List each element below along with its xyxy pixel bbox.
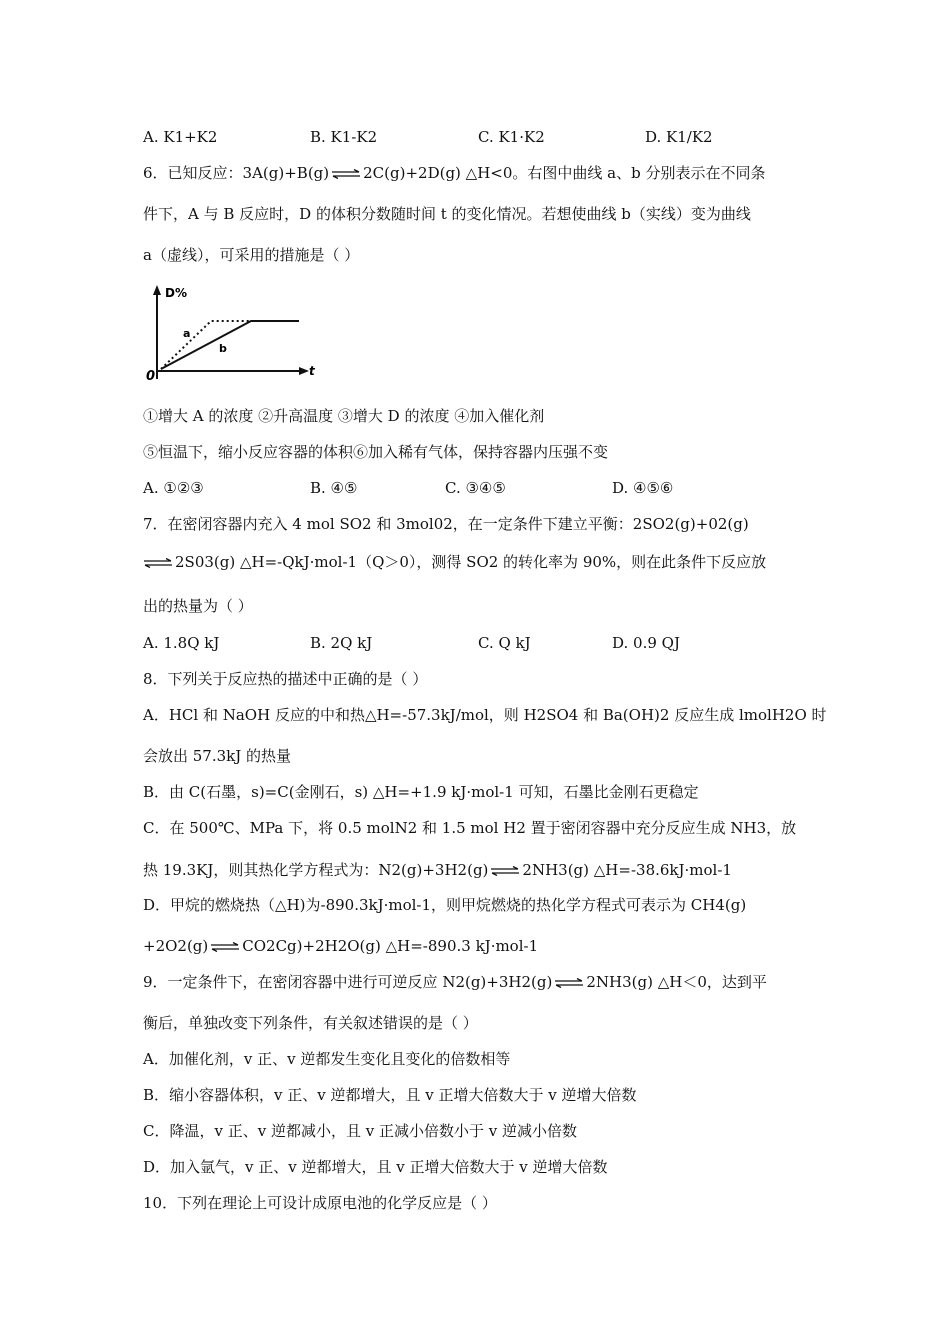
q8-option-a-line-1: A．HCl 和 NaOH 反应的中和热△H=-57.3kJ/mol，则 H2SO4 和 Ba(OH)2 反应生成 lmolH2O 时 xyxy=(143,706,827,724)
q5-option-a: A. K1+K2 xyxy=(143,128,218,146)
q6-option-b: B. ④⑤ xyxy=(310,479,358,497)
q7-stem-line-3: 出的热量为（ ） xyxy=(143,597,253,615)
q9-option-c: C．降温，v 正、v 逆都减小，且 v 正减小倍数小于 v 逆减小倍数 xyxy=(143,1122,577,1140)
q9-option-d: D．加入氩气，v 正、v 逆都增大，且 v 正增大倍数大于 v 逆增大倍数 xyxy=(143,1158,608,1176)
q9-stem-line-1 xyxy=(143,972,767,992)
equilibrium-arrow-icon xyxy=(210,942,240,952)
q8-option-d-line-2 xyxy=(143,936,538,956)
curve-b xyxy=(161,321,299,369)
equilibrium-arrow-icon xyxy=(331,169,361,179)
equilibrium-arrow-icon xyxy=(490,866,520,876)
q6-measures-line-1: ①增大 A 的浓度 ②升高温度 ③增大 D 的浓度 ④加入催化剂 xyxy=(143,407,545,425)
equilibrium-arrow-icon xyxy=(554,978,584,988)
x-axis-arrow-icon xyxy=(299,367,309,375)
q8-option-d-part-2: CO2Cg)+2H2O(g) △H=-890.3 kJ·mol-1 xyxy=(242,937,539,955)
q5-option-d: D. K1/K2 xyxy=(645,128,713,146)
q9-stem-part-2: 2NH3(g) △H＜0，达到平 xyxy=(586,973,767,991)
q7-option-d: D. 0.9 QJ xyxy=(612,634,680,652)
origin-label: 0 xyxy=(146,369,156,384)
equilibrium-arrow-icon xyxy=(143,558,173,568)
q6-stem-line-1 xyxy=(143,163,765,183)
y-axis-label: D% xyxy=(165,286,187,300)
q8-option-d-line-1: D．甲烷的燃烧热（△H)为-890.3kJ·mol-1，则甲烷燃烧的热化学方程式可表示为 CH4(g) xyxy=(143,896,747,914)
q9-stem-part-1: 9．一定条件下，在密闭容器中进行可逆反应 N2(g)+3H2(g) xyxy=(143,973,553,991)
q7-option-b: B. 2Q kJ xyxy=(310,634,373,652)
q8-option-c-part-1: 热 19.3KJ，则其热化学方程式为：N2(g)+3H2(g) xyxy=(143,861,489,879)
q10-stem: 10．下列在理论上可设计成原电池的化学反应是（ ） xyxy=(143,1194,497,1212)
q5-option-b: B. K1-K2 xyxy=(310,128,378,146)
q7-stem-line-2 xyxy=(143,552,766,572)
q8-option-a-line-2: 会放出 57.3kJ 的热量 xyxy=(143,747,292,765)
q6-stem-line-3: a（虚线），可采用的措施是（ ） xyxy=(143,246,360,264)
curve-b-label: b xyxy=(219,342,227,355)
q9-option-a: A．加催化剂，v 正、v 逆都发生变化且变化的倍数相等 xyxy=(143,1050,511,1068)
q6-option-d: D. ④⑤⑥ xyxy=(612,479,674,497)
y-axis-arrow-icon xyxy=(153,285,161,295)
q6-stem-part-2: 2C(g)+2D(g) △H<0。右图中曲线 a、b 分别表示在不同条 xyxy=(363,164,766,182)
q6-measures-line-2: ⑤恒温下，缩小反应容器的体积⑥加入稀有气体，保持容器内压强不变 xyxy=(143,443,609,461)
q7-stem-part: 2S03(g) △H=-QkJ·mol-1（Q＞0），测得 SO2 的转化率为 90%，则在此条件下反应放 xyxy=(175,553,767,571)
q7-stem-line-1: 7．在密闭容器内充入 4 mol SO2 和 3mol02，在一定条件下建立平衡：2SO2(g)+02(g) xyxy=(143,515,749,533)
q8-stem: 8．下列关于反应热的描述中正确的是（ ） xyxy=(143,670,428,688)
q6-figure xyxy=(143,281,323,389)
q9-option-b: B．缩小容器体积，v 正、v 逆都增大，且 v 正增大倍数大于 v 逆增大倍数 xyxy=(143,1086,637,1104)
q8-option-b: B．由 C(石墨，s)=C(金刚石，s) △H=+1.9 kJ·mol-1 可知，石墨比金刚石更稳定 xyxy=(143,783,699,801)
q6-stem-line-2: 件下，A 与 B 反应时，D 的体积分数随时间 t 的变化情况。若想使曲线 b（实线）变为曲线 xyxy=(143,205,751,223)
q8-option-c-line-2 xyxy=(143,860,732,880)
q8-option-d-part-1: +2O2(g) xyxy=(143,937,209,955)
q8-option-c-part-2: 2NH3(g) △H=-38.6kJ·mol-1 xyxy=(522,861,732,879)
q6-option-c: C. ③④⑤ xyxy=(445,479,506,497)
q7-option-a: A. 1.8Q kJ xyxy=(143,634,220,652)
q5-option-c: C. K1·K2 xyxy=(478,128,545,146)
curve-a-label: a xyxy=(183,327,191,340)
q6-option-a: A. ①②③ xyxy=(143,479,204,497)
x-axis-label: t xyxy=(309,364,315,378)
q9-stem-line-2: 衡后，单独改变下列条件，有关叙述错误的是（ ） xyxy=(143,1014,478,1032)
q8-option-c-line-1: C．在 500℃、MPa 下，将 0.5 molN2 和 1.5 mol H2 置于密闭容器中充分反应生成 NH3，放 xyxy=(143,819,797,837)
q6-stem-part-1: 6．已知反应：3A(g)+B(g) xyxy=(143,164,330,182)
q7-option-c: C. Q kJ xyxy=(478,634,531,652)
